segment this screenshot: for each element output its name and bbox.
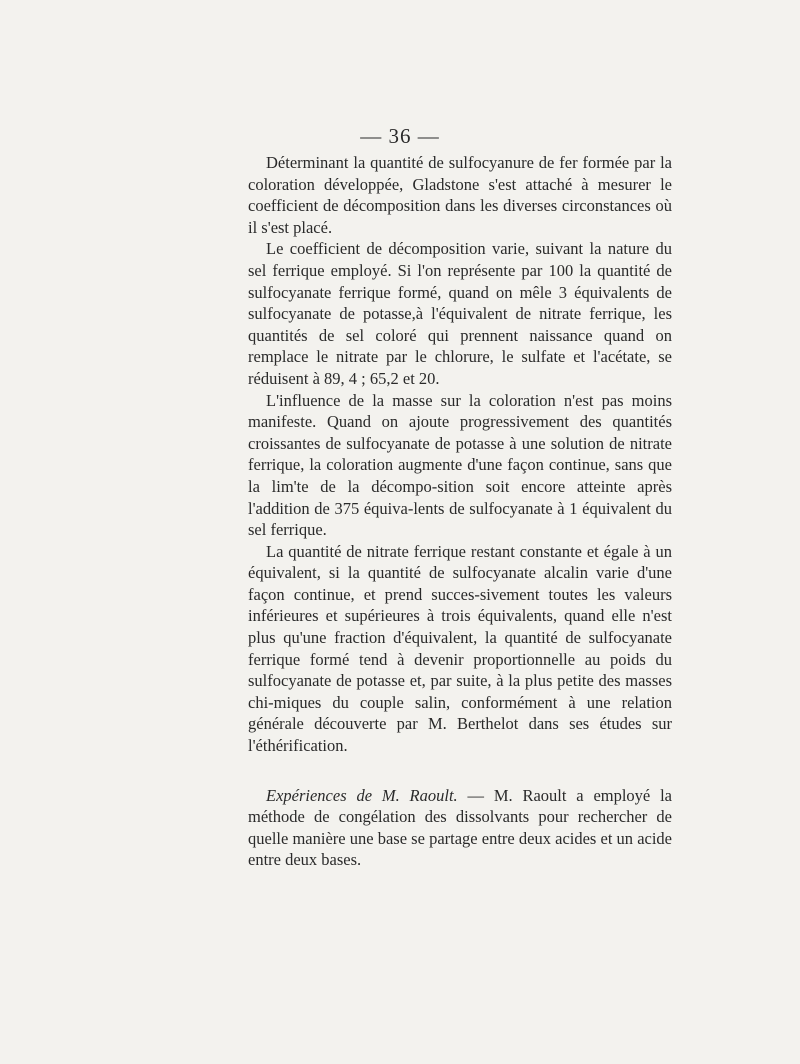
paragraph-coefficient: Le coefficient de décomposition varie, suivant la nature du sel ferrique employé. Si l'on représente par 100 la quantité de sulfocyanate ferrique formé, quand on mêle 3 équivalents de sulfocyanate de potasse,à l'équivalent de nitrate ferrique, les quantités de sel coloré qui prennent naissance quand on remplace le nitrate par le chlorure, le sulfate et l'acétate, se réduisent à 89, 4 ; 65,2 et 20. <box>248 239 672 388</box>
paragraph-gladstone: Déterminant la quantité de sulfocyanure de fer formée par la coloration développée, Gladstone s'est attaché à mesurer le coefficient de décomposition dans les diverses circonstances où il s'est placé. <box>248 153 672 237</box>
body-text <box>248 152 672 871</box>
section-heading-raoult: Expériences de M. Raoult. <box>266 785 458 805</box>
section-text-raoult: — M. Raoult a employé la méthode de congélation des dissolvants pour rechercher de quelle manière une base se partage entre deux acides et un acide entre deux bases. <box>248 785 672 870</box>
paragraph-raoult <box>248 785 672 871</box>
paragraph-nitrate-constant: La quantité de nitrate ferrique restant constante et égale à un équivalent, si la quantité de sulfocyanate alcalin varie d'une façon continue, et prend succes-sivement toutes les valeurs inférieures et supérieures à trois équivalents, quand elle n'est plus qu'une fraction d'équivalent, la quantité de sulfocyanate ferrique formé tend à devenir proportionnelle au poids du sulfocyanate de potasse et, par suite, à la plus petite des masses chi-miques du couple salin, conformément à une relation générale découverte par M. Berthelot dans ses études sur l'éthérification. <box>248 541 672 756</box>
paragraph-mass-influence: L'influence de la masse sur la coloration n'est pas moins manifeste. Quand on ajoute progressivement des quantités croissantes de sulfocyanate de potasse à une solution de nitrate ferrique, la coloration augmente d'une façon continue, sans que la lim'te de la décompo-sition soit encore atteinte après l'addition de 375 équiva-lents de sulfocyanate à 1 équivalent du sel ferrique. <box>248 390 672 540</box>
page-number: — 36 — <box>360 124 440 148</box>
